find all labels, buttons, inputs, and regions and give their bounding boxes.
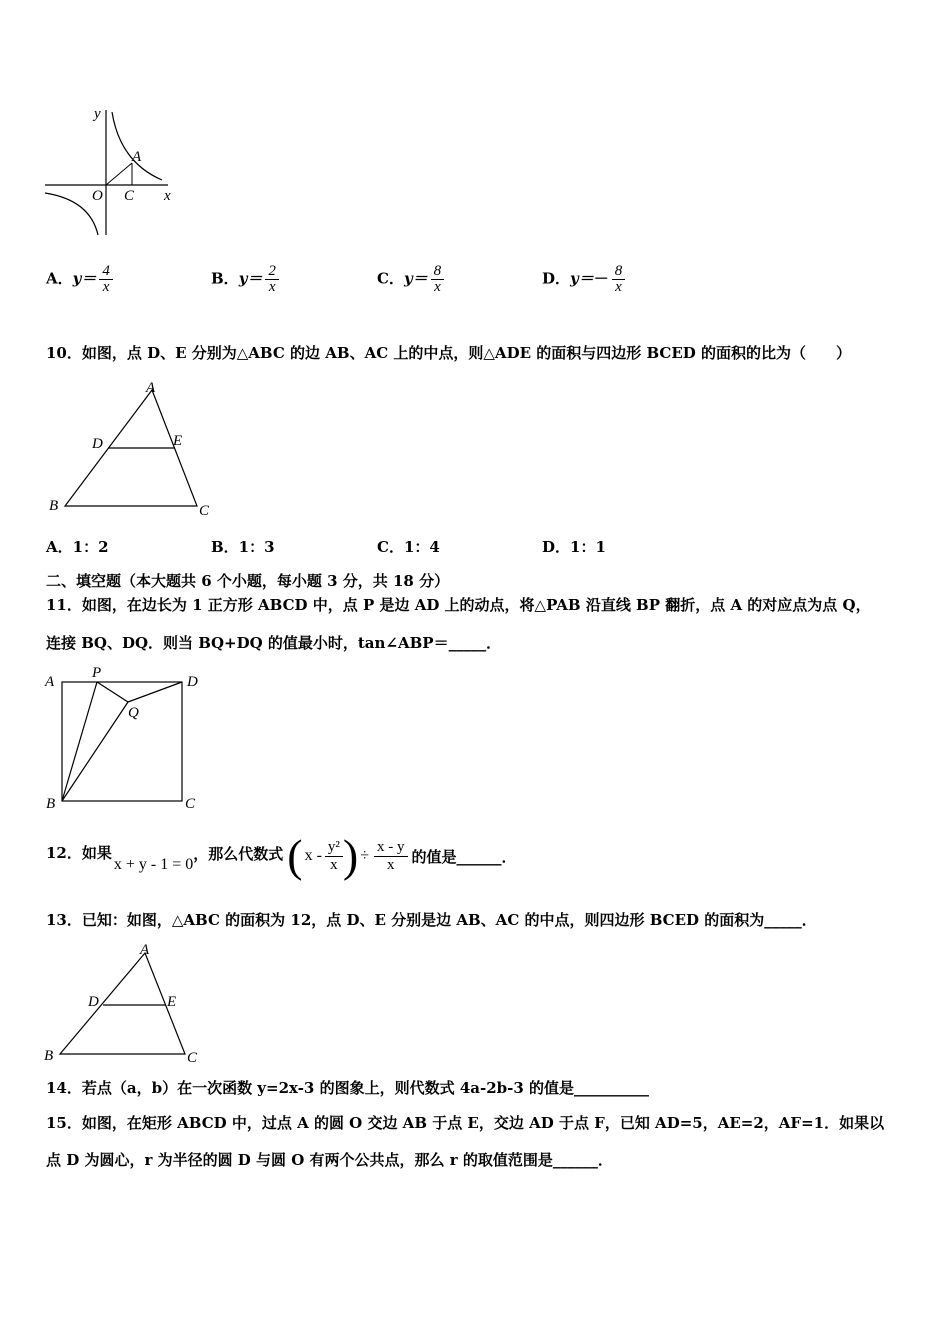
label-c: C <box>187 1050 198 1066</box>
fraction: $\frac{2}{x}$ <box>265 264 279 295</box>
label-y: y <box>94 106 101 122</box>
q9-option-c: C．y＝ $\frac{8}{x}$ <box>377 264 444 295</box>
label-b: B <box>46 796 56 812</box>
q10-option-a: A．1：2 <box>46 538 109 556</box>
q10-option-d: D．1：1 <box>542 538 606 556</box>
q11-square-figure <box>40 664 210 814</box>
q10-option-b: B．1：3 <box>211 538 275 556</box>
q9-option-d: D．y＝－ $\frac{8}{x}$ <box>542 264 625 295</box>
q15-line1: 15．如图，在矩形 ABCD 中，过点 A 的圆 O 交边 AB 于点 E，交边 AD 于点 F，已知 AD=5，AE=2，AF=1．如果以 <box>46 1114 885 1132</box>
label-o: O <box>92 188 103 204</box>
q15-line2: 点 D 为圆心，r 为半径的圆 D 与圆 O 有两个公共点，那么 r 的取值范围是______． <box>46 1151 613 1169</box>
fraction-xy-over-x: $\frac{x - y}{x}$ <box>374 839 408 874</box>
label-d: D <box>187 674 198 690</box>
label-d: D <box>92 436 103 452</box>
label-c: C <box>185 796 196 812</box>
section-heading: 二、填空题（本大题共 6 个小题，每小题 3 分，共 18 分） <box>46 572 450 590</box>
segment-pq <box>97 682 128 702</box>
label-q: Q <box>128 705 139 721</box>
q12-line: 12．如果 x + y - 1 = 0 ，那么代数式 ( x - $\frac{\text{y²}}{x}$ ) ÷ $\frac{x - y}{x}$ 的值是______． <box>46 830 517 881</box>
label-a: A <box>132 149 142 165</box>
label-x: x <box>164 188 171 204</box>
q10-text: 10．如图，点 D、E 分别为△ABC 的边 AB、AC 上的中点，则△ADE 的面积与四边形 BCED 的面积的比为（ ） <box>46 344 852 362</box>
right-paren: ) <box>342 830 359 881</box>
label-a: A <box>146 380 156 396</box>
q11-line1: 11．如图，在边长为 1 正方形 ABCD 中，点 P 是边 AD 上的动点，将△PAB 沿直线 BP 翻折，点 A 的对应点为点 Q， <box>46 596 871 614</box>
q10-option-c: C．1：4 <box>377 538 440 556</box>
q9-option-b: B．y＝ $\frac{2}{x}$ <box>211 264 279 295</box>
label-a: A <box>45 674 55 690</box>
segment-oa <box>106 163 132 185</box>
q9-hyperbola-figure <box>40 100 190 245</box>
label-a: A <box>140 942 150 958</box>
label-p: P <box>92 665 102 681</box>
q13-triangle-figure <box>40 938 220 1068</box>
segment-qd <box>128 682 182 702</box>
hyperbola-branch-1 <box>112 112 162 180</box>
label-c: C <box>199 503 210 519</box>
q14-text: 14．若点（a，b）在一次函数 y=2x-3 的图象上，则代数式 4a-2b-3 的值是__________ <box>46 1079 650 1097</box>
segment-bp <box>62 682 97 801</box>
label-e: E <box>173 433 183 449</box>
q11-line2: 连接 BQ、DQ．则当 BQ+DQ 的值最小时，tan∠ABP＝_____． <box>46 634 502 652</box>
fraction: $\frac{8}{x}$ <box>431 264 445 295</box>
fraction: $\frac{8}{x}$ <box>612 264 626 295</box>
fraction: $\frac{4}{x}$ <box>99 264 113 295</box>
label-c: C <box>124 188 135 204</box>
label-e: E <box>167 994 177 1010</box>
q13-text: 13．已知：如图，△ABC 的面积为 12，点 D、E 分别是边 AB、AC 的中点，则四边形 BCED 的面积为_____． <box>46 911 817 929</box>
segment-bq <box>62 702 128 801</box>
q9-option-a: A．y＝ $\frac{4}{x}$ <box>46 264 113 295</box>
hyperbola-branch-2 <box>45 193 98 235</box>
left-paren: ( <box>287 830 303 881</box>
q12-condition: x + y - 1 = 0 <box>113 856 194 873</box>
label-b: B <box>49 498 59 514</box>
fraction-y2-over-x: $\frac{\text{y²}}{x}$ <box>325 839 343 874</box>
label-d: D <box>88 994 99 1010</box>
q10-triangle-figure <box>45 378 225 523</box>
label-b: B <box>44 1048 54 1064</box>
